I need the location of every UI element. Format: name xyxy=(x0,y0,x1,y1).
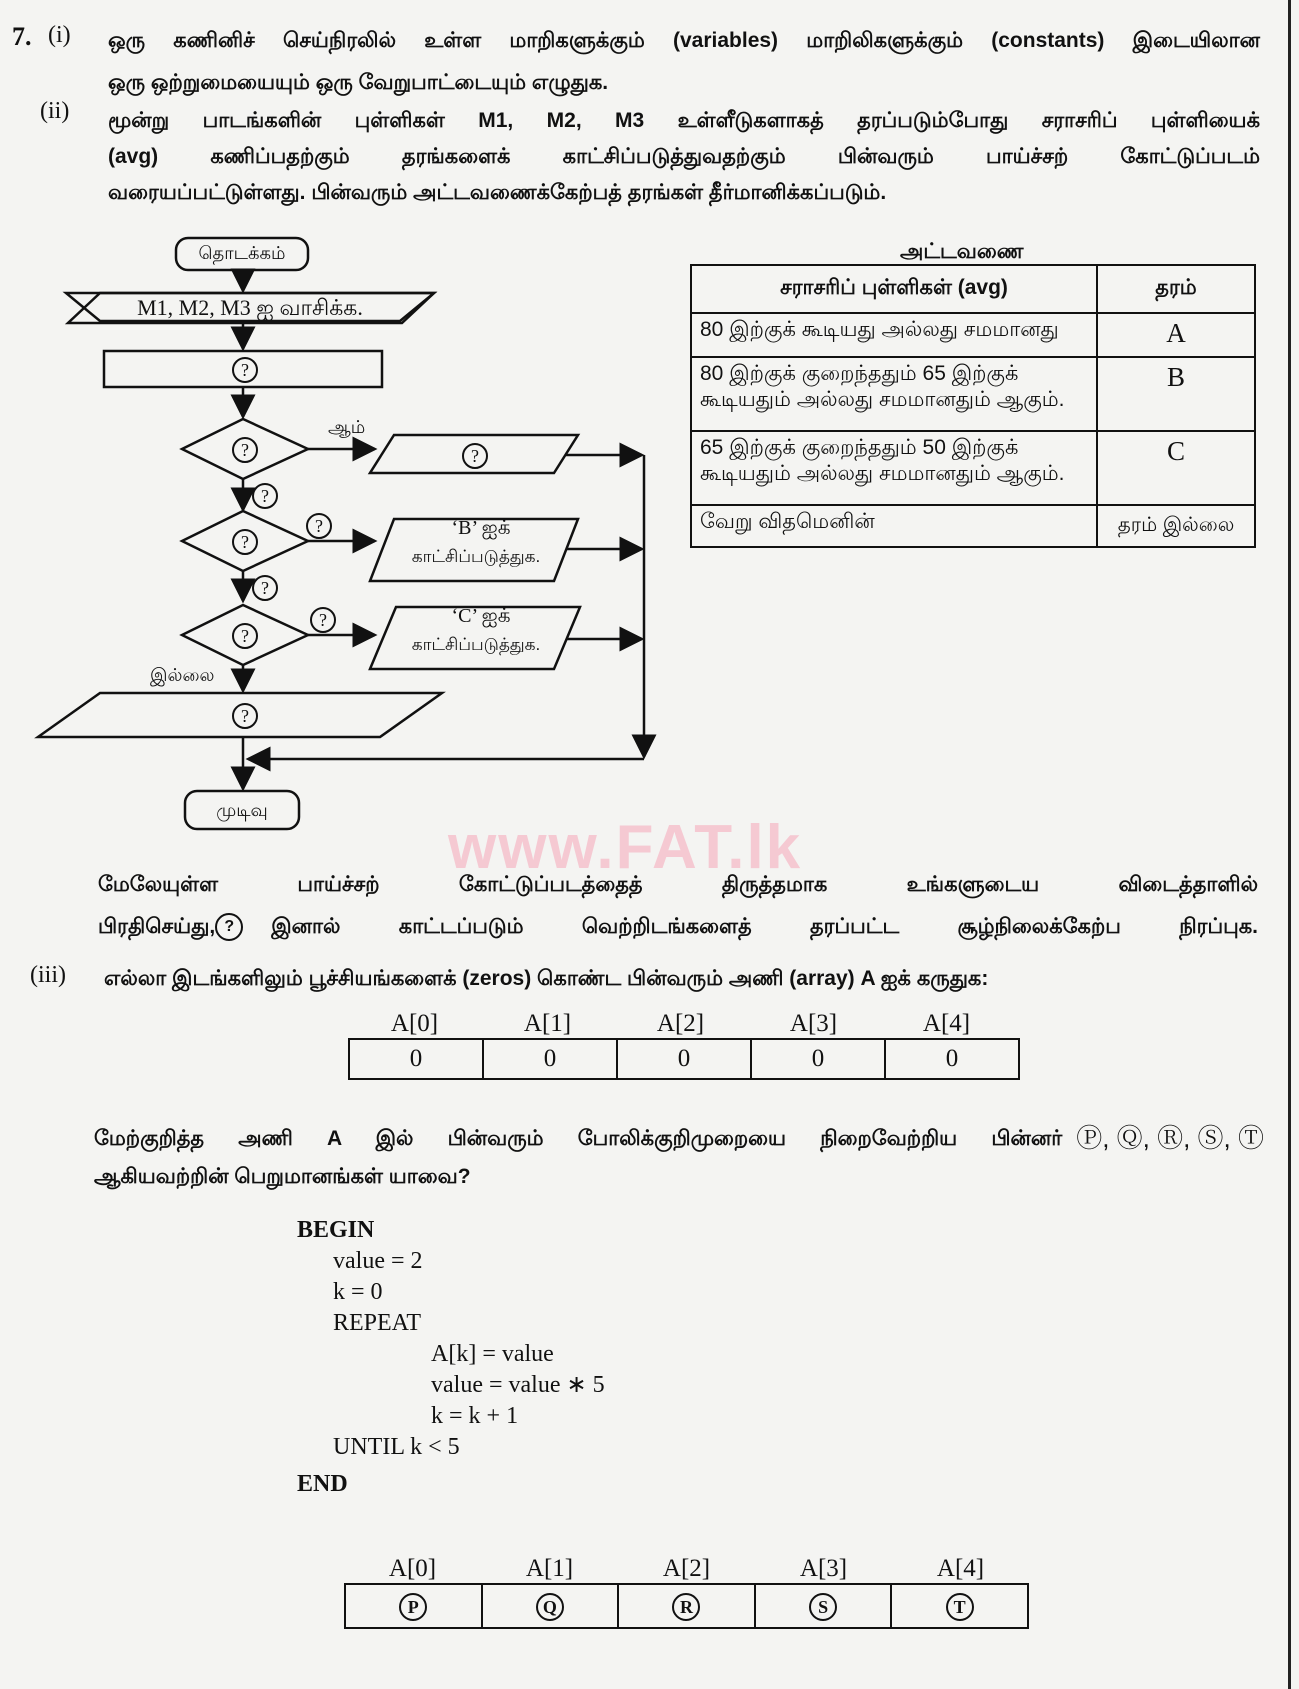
blank-output-a: ? xyxy=(462,443,488,469)
display-b-line1: ‘B’ ஐக் xyxy=(451,517,511,539)
blank-branch-2-yes: ? xyxy=(306,513,332,539)
code-line: value = value ∗ 5 xyxy=(431,1372,605,1398)
table-row xyxy=(691,505,1255,547)
flowchart xyxy=(30,225,670,845)
array-index-label: A[1] xyxy=(523,1010,572,1037)
header-avg: சராசரிப் புள்ளிகள் (avg) xyxy=(691,265,1097,313)
array-cell: 0 xyxy=(945,1045,959,1072)
no-label: இல்லை xyxy=(150,665,215,685)
blank-decision-2: ? xyxy=(232,529,258,555)
part-ii-line1: மூன்று பாடங்களின் புள்ளிகள் M1, M2, M3 உள்ளீடுகளாகத் தரப்படும்போது சராசரிப் புள்ளியைக் xyxy=(108,109,1260,132)
question-number: 7. xyxy=(12,22,32,51)
display-b-line2: காட்சிப்படுத்துக. xyxy=(411,547,541,566)
code-line: value = 2 xyxy=(333,1248,423,1274)
array-index-label: A[0] xyxy=(388,1555,437,1582)
table-title: அட்டவணை xyxy=(900,240,1024,263)
condition-cell: 80 இற்குக் கூடியது அல்லது சமமானது xyxy=(691,313,1097,357)
blank-process: ? xyxy=(232,357,258,383)
array-cell: 0 xyxy=(618,1040,752,1078)
array-index-label: A[3] xyxy=(789,1010,838,1037)
blank-branch-1-no: ? xyxy=(252,483,278,509)
part-i-line1: ஒரு கணினிச் செய்நிரலில் உள்ள மாறிகளுக்கும் (variables) மாறிலிகளுக்கும் (constants) இடையிலான xyxy=(108,29,1260,52)
yes-label: ஆம் xyxy=(328,417,366,437)
part-iii-label: (iii) xyxy=(30,962,66,988)
blank-decision-1: ? xyxy=(232,437,258,463)
grade-cell: தரம் இல்லை xyxy=(1097,505,1255,547)
array-index-label: A[2] xyxy=(662,1555,711,1582)
grade-cell: B xyxy=(1097,357,1255,431)
table-row xyxy=(691,431,1255,505)
part-i-label: (i) xyxy=(48,22,71,48)
table-row xyxy=(691,357,1255,431)
array-cell: 0 xyxy=(752,1040,886,1078)
array-cell: 0 xyxy=(350,1040,484,1078)
header-grade: தரம் xyxy=(1097,265,1255,313)
array-index-label: A[4] xyxy=(936,1555,985,1582)
flowchart-start: தொடக்கம் xyxy=(198,243,286,263)
array-cell-q: Q xyxy=(483,1585,620,1627)
array-index-label: A[3] xyxy=(799,1555,848,1582)
table-header-row xyxy=(691,265,1255,313)
part-iii-line1: எல்லா இடங்களிலும் பூச்சியங்களைக் (zeros) கொண்ட பின்வரும் அணி (array) A ஐக் கருதுக: xyxy=(104,967,989,990)
answer-markers: Ⓟ, Ⓠ, Ⓡ, Ⓢ, Ⓣ xyxy=(1076,1123,1264,1153)
grade-cell: A xyxy=(1097,313,1255,357)
condition-cell: வேறு விதமெனின் xyxy=(691,505,1097,547)
part-ii-line2: (avg) கணிப்பதற்கும் தரங்களைக் காட்சிப்படுத்துவதற்கும் பின்வரும் பாய்ச்சற் கோட்டுப்படம் xyxy=(108,145,1260,168)
array-cell-r: R xyxy=(619,1585,756,1627)
code-line: k = k + 1 xyxy=(431,1403,519,1429)
initial-array xyxy=(348,1010,1020,1080)
blank-decision-3: ? xyxy=(232,623,258,649)
code-line: A[k] = value xyxy=(431,1341,554,1367)
instruction-line2: பிரதிசெய்து, ? இனால் காட்டப்படும் வெற்றிடங்களைத் தரப்பட்ட சூழ்நிலைக்கேற்ப நிரப்புக. xyxy=(98,910,1258,943)
table-row xyxy=(691,313,1255,357)
array-cell-s: S xyxy=(756,1585,893,1627)
final-array xyxy=(344,1555,1029,1629)
grade-cell: C xyxy=(1097,431,1255,505)
flowchart-input: M1, M2, M3 ஐ வாசிக்க. xyxy=(137,295,363,320)
array-cell-p: P xyxy=(346,1585,483,1627)
code-end: END xyxy=(297,1471,348,1497)
part-ii-line3: வரையப்பட்டுள்ளது. பின்வரும் அட்டவணைக்கேற்பத் தரங்கள் தீர்மானிக்கப்படும். xyxy=(108,181,887,204)
blank-branch-2-no: ? xyxy=(252,575,278,601)
condition-cell: 65 இற்குக் குறைந்ததும் 50 இற்குக் கூடியதும் அல்லது சமமானதும் ஆகும். xyxy=(691,431,1097,505)
array-cell-t: T xyxy=(892,1585,1027,1627)
blank-symbol: ? xyxy=(215,913,243,941)
condition-cell: 80 இற்குக் குறைந்ததும் 65 இற்குக் கூடியதும் அல்லது சமமானதும் ஆகும். xyxy=(691,357,1097,431)
code-line: REPEAT xyxy=(333,1310,422,1336)
grade-table xyxy=(690,264,1256,548)
code-line: UNTIL k < 5 xyxy=(333,1434,460,1460)
part-i-line2: ஒரு ஒற்றுமையையும் ஒரு வேறுபாட்டையும் எழுதுக. xyxy=(108,71,609,94)
blank-output-none: ? xyxy=(232,703,258,729)
code-begin: BEGIN xyxy=(297,1217,375,1243)
display-c-line1: ‘C’ ஐக் xyxy=(451,605,511,627)
page-border xyxy=(1288,0,1291,1689)
question-line2: ஆகியவற்றின் பெறுமானங்கள் யாவை? xyxy=(94,1165,471,1188)
blank-branch-3-yes: ? xyxy=(310,607,336,633)
code-line: k = 0 xyxy=(333,1279,383,1305)
watermark: www.FAT.lk xyxy=(448,813,803,882)
pseudocode xyxy=(297,1215,605,1500)
array-index-label: A[2] xyxy=(656,1010,705,1037)
flowchart-end: முடிவு xyxy=(216,800,268,820)
array-index-label: A[1] xyxy=(525,1555,574,1582)
array-index-label: A[0] xyxy=(390,1010,439,1037)
array-index-label: A[4] xyxy=(922,1010,971,1037)
instruction-line1: மேலேயுள்ள பாய்ச்சற் கோட்டுப்படத்தைத் திருத்தமாக உங்களுடைய விடைத்தாளில் xyxy=(98,873,1258,896)
display-c-line2: காட்சிப்படுத்துக. xyxy=(411,635,541,654)
question-line1: மேற்குறித்த அணி A இல் பின்வரும் போலிக்குறிமுறையை நிறைவேற்றிய பின்னர் Ⓟ, Ⓠ, Ⓡ, Ⓢ, Ⓣ xyxy=(94,1123,1264,1153)
array-cell: 0 xyxy=(484,1040,618,1078)
part-ii-label: (ii) xyxy=(40,98,70,124)
